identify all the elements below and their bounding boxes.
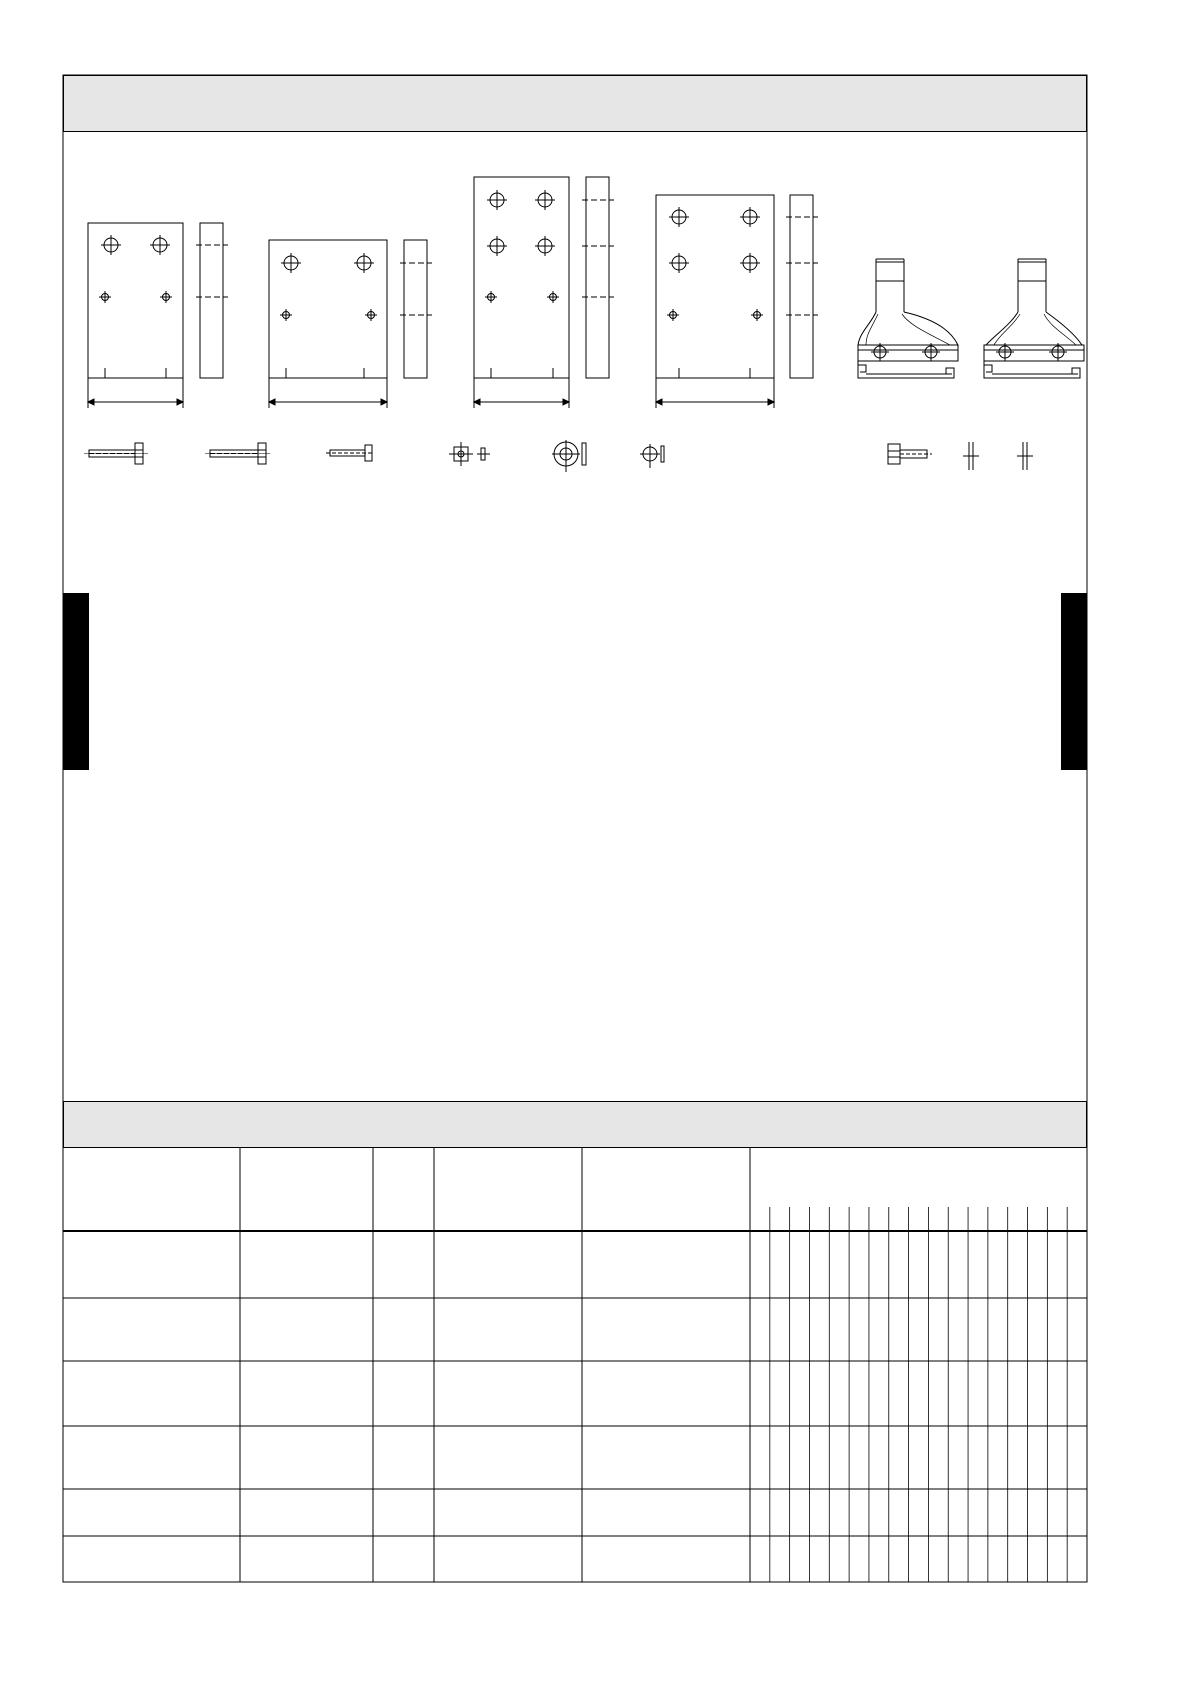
washer-small-icon	[640, 444, 664, 468]
spec-table	[63, 1147, 1087, 1582]
bolt-hex-icon	[888, 444, 932, 464]
plate-2-drawing	[269, 240, 432, 408]
bolt-long-icon	[84, 443, 148, 464]
pin-2-icon	[1017, 442, 1033, 470]
right-side-tab	[1061, 593, 1087, 770]
bracket-1-drawing	[858, 259, 958, 378]
plate-1-drawing	[88, 223, 228, 408]
hole-icon	[99, 235, 172, 303]
square-nut-icon	[449, 442, 490, 466]
left-side-tab	[63, 593, 89, 770]
plate-4-drawing	[656, 195, 818, 408]
pin-1-icon	[963, 442, 979, 470]
header-band	[64, 76, 1087, 132]
bracket-2-drawing	[984, 259, 1084, 378]
page-frame	[63, 75, 1087, 1582]
plate-3-drawing	[474, 177, 614, 408]
section-band	[64, 1102, 1087, 1148]
washer-large-icon	[552, 440, 586, 472]
bolt-short-icon	[326, 445, 372, 461]
bolt-medium-icon	[205, 443, 270, 464]
